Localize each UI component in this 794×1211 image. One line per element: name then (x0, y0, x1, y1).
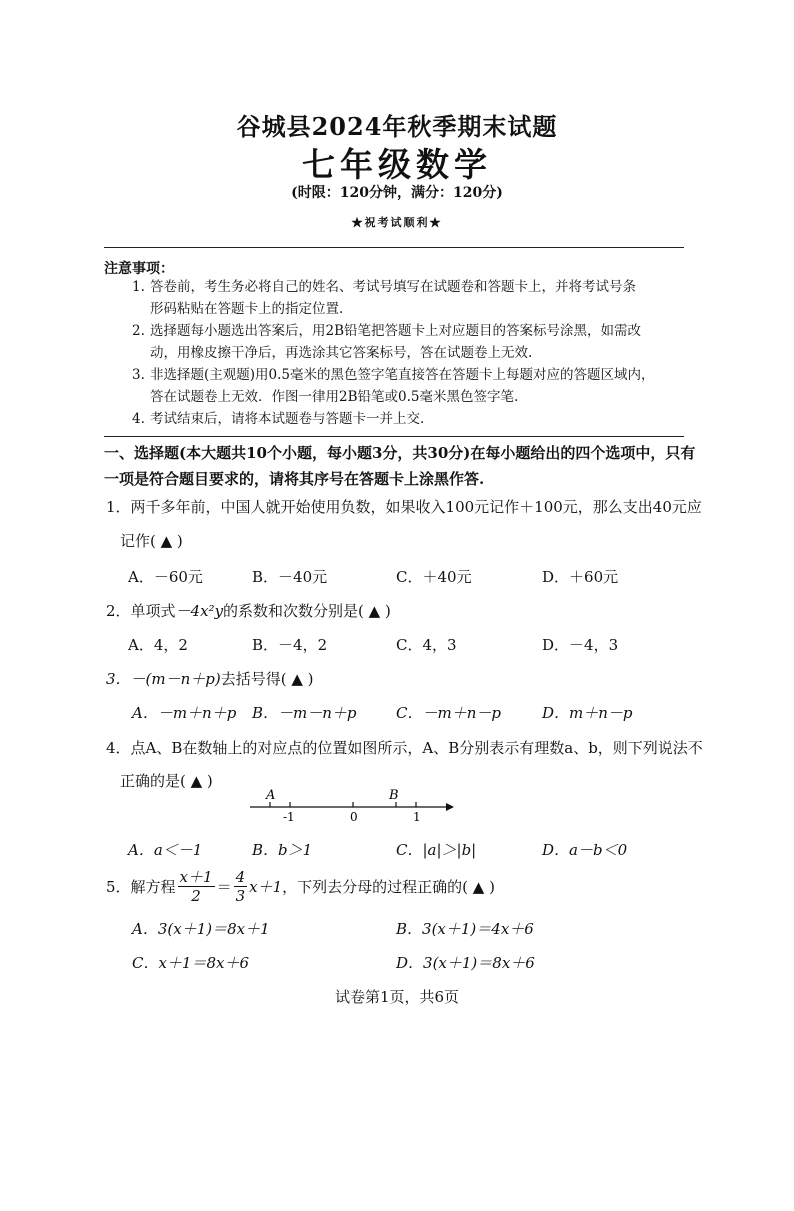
note-number: 1. (132, 279, 145, 295)
q5-equals: ＝ (216, 878, 232, 896)
number-line-arrow (446, 803, 454, 811)
question-1-line2: 记作( ▲ ) (120, 532, 183, 550)
q2-option-d: D．－4，3 (542, 636, 619, 654)
q5-option-a: A．3(x＋1)＝8x＋1 (132, 920, 270, 938)
divider-top (104, 247, 684, 248)
q2-option-a: A．4，2 (128, 636, 188, 654)
note-item (132, 364, 692, 408)
q2-option-b: B．－4，2 (252, 636, 328, 654)
question-3 (106, 668, 314, 689)
q5-frac2-numerator: 4 (235, 868, 246, 886)
note-item (132, 276, 692, 320)
note-text: 形码粘贴在答题卡上的指定位置. (150, 301, 344, 317)
number-line-diagram (246, 786, 456, 826)
q1-option-a: A．－60元 (128, 568, 203, 586)
q5-option-c: C．x＋1＝8x＋6 (132, 954, 250, 972)
tick-label-0: 0 (350, 810, 358, 824)
q5-prefix: 5．解方程 (106, 878, 176, 896)
q1-option-b: B．－40元 (252, 568, 328, 586)
q5-option-b: B．3(x＋1)＝4x＋6 (396, 920, 534, 938)
q5-fraction-left (178, 868, 215, 905)
q4-option-b: B．b＞1 (252, 841, 313, 859)
note-number: 4. (132, 411, 145, 427)
section-heading (104, 440, 704, 492)
q3-option-c: C．－m＋n－p (396, 704, 501, 722)
q2-expression: －4x²y (175, 602, 224, 620)
q5-suffix: ，下列去分母的过程正确的( ▲ ) (282, 878, 495, 896)
note-item (132, 408, 692, 430)
note-text: 答在试题卷上无效．作图一律用2B铅笔或0.5毫米黑色签字笔. (150, 389, 519, 405)
label-b: B (389, 788, 399, 803)
question-4-line2: 正确的是( ▲ ) (120, 772, 213, 790)
page-number: 试卷第1页，共6页 (334, 988, 460, 1006)
exam-title: 谷城县2024年秋季期末试题 (236, 112, 558, 141)
q2-prefix: 2．单项式 (106, 602, 176, 620)
question-2 (106, 600, 391, 621)
q3-option-b: B．－m－n＋p (252, 704, 357, 722)
q2-suffix: 的系数和次数分别是( ▲ ) (223, 602, 391, 620)
divider-notes (104, 436, 684, 437)
note-text: 选择题每小题选出答案后，用2B铅笔把答题卡上对应题目的答案标号涂黑，如需改 (150, 323, 642, 339)
q3-suffix: 去括号得( ▲ ) (220, 670, 314, 688)
label-a: A (266, 788, 276, 803)
q4-option-a: A．a＜－1 (128, 841, 203, 859)
note-text: 非选择题(主观题)用0.5毫米的黑色签字笔直接答在答题卡上每题对应的答题区域内， (150, 367, 655, 383)
note-text: 动，用橡皮擦干净后，再选涂其它答案标号，答在试题卷上无效. (150, 345, 533, 361)
question-5 (106, 868, 495, 905)
q4-option-c: C．|a|＞|b| (396, 841, 477, 859)
note-text: 考试结束后，请将本试题卷与答题卡一并上交. (150, 411, 425, 427)
q5-frac1-numerator: x＋1 (179, 868, 213, 886)
good-luck-note: ★祝考试顺利★ (351, 216, 443, 229)
question-4-line1: 4．点A、B在数轴上的对应点的位置如图所示，A、B分别表示有理数a、b，则下列说法不 (106, 739, 703, 757)
question-1-line1: 1．两千多年前，中国人就开始使用负数，如果收入100元记作＋100元，那么支出40元应 (106, 498, 702, 516)
q5-frac2-denominator: 3 (235, 887, 246, 905)
q4-option-d: D．a－b＜0 (542, 841, 628, 859)
q2-option-c: C．4，3 (396, 636, 457, 654)
notes-title: 注意事项： (104, 261, 174, 277)
q5-frac1-denominator: 2 (191, 887, 201, 905)
section-heading-line: 一项是符合题目要求的，请将其序号在答题卡上涂黑作答. (104, 470, 485, 488)
q3-option-d: D．m＋n－p (542, 704, 633, 722)
q5-option-d: D．3(x＋1)＝8x＋6 (396, 954, 535, 972)
q3-expression: 3．－(m－n＋p) (106, 670, 221, 688)
tick-label-neg1: -1 (283, 810, 295, 824)
q5-fraction-right (234, 868, 248, 905)
note-number: 3. (132, 367, 145, 383)
q1-option-d: D．＋60元 (542, 568, 619, 586)
tick-label-1: 1 (413, 810, 421, 824)
note-item (132, 320, 692, 364)
note-number: 2. (132, 323, 145, 339)
q5-rest: x＋1 (249, 878, 283, 896)
section-heading-line: 一、选择题(本大题共10个小题，每小题3分，共30分)在每小题给出的四个选项中，只有 (104, 444, 696, 462)
q1-option-c: C．＋40元 (396, 568, 472, 586)
q3-option-a: A．－m＋n＋p (132, 704, 237, 722)
note-text: 答卷前，考生务必将自己的姓名、考试号填写在试题卷和答题卡上，并将考试号条 (150, 279, 636, 295)
subject-title: 七年级数学 (302, 145, 492, 184)
time-info: (时限：120分钟，满分：120分) (291, 185, 503, 201)
